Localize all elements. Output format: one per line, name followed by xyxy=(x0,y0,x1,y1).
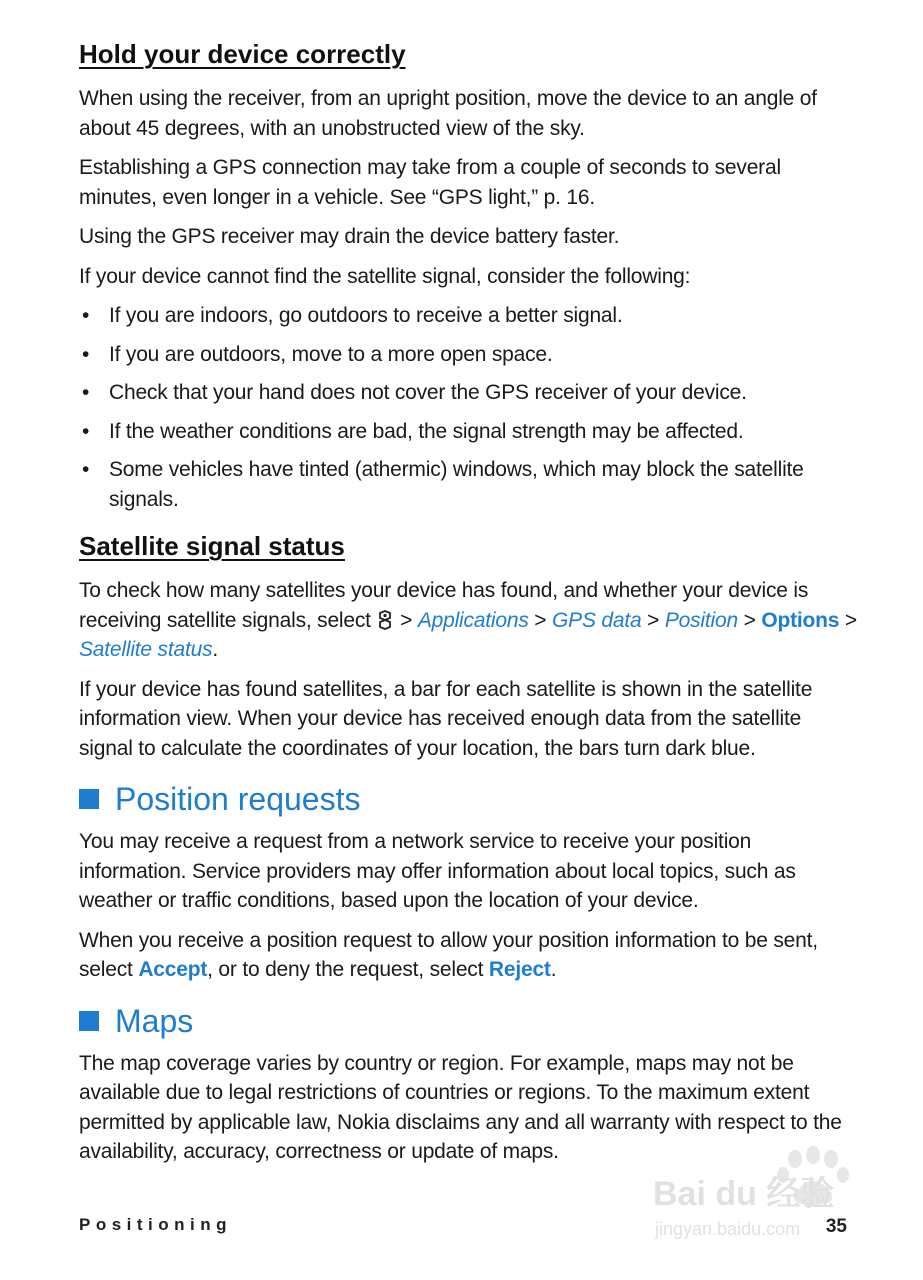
list-item xyxy=(79,417,859,447)
satellite-text-start: To check how many satellites your device has found, and whether your device is receiving satellite signals, select xyxy=(79,579,809,632)
position-requests-title: Position requests xyxy=(115,781,361,817)
section-square-icon xyxy=(79,1011,99,1031)
position-requests-paragraph-2 xyxy=(79,926,859,985)
document-page xyxy=(79,36,859,1177)
satellite-status-link[interactable]: Satellite status xyxy=(79,638,213,661)
list-item-text: If you are indoors, go outdoors to receive a better signal. xyxy=(109,304,623,327)
list-item xyxy=(79,378,859,408)
maps-paragraph-1: The map coverage varies by country or region. For example, maps may not be available due to legal restrictions of countries or regions. To the maximum extent permitted by applicable law, Nokia disclaims any and all warranty with respect to the availability, accuracy, correctness or update of maps. xyxy=(79,1051,842,1163)
footer-section-name: Positioning xyxy=(79,1215,233,1234)
list-item xyxy=(79,455,859,514)
satellite-status-heading: Satellite signal status xyxy=(79,531,345,561)
list-item-text: If the weather conditions are bad, the signal strength may be affected. xyxy=(109,419,744,443)
options-link[interactable]: Options xyxy=(761,608,840,632)
bullet-icon: • xyxy=(82,304,90,327)
section-square-icon xyxy=(79,789,99,809)
gps-data-link[interactable]: GPS data xyxy=(552,608,642,632)
page-number: 35 xyxy=(825,1216,847,1237)
list-item-text: Some vehicles have tinted (athermic) windows, which may block the satellite signals. xyxy=(109,458,804,511)
hold-paragraph-3: Using the GPS receiver may drain the device battery faster. xyxy=(79,225,620,248)
path-separator: > xyxy=(844,608,857,632)
accept-link[interactable]: Accept xyxy=(138,958,208,981)
maps-title: Maps xyxy=(115,1002,194,1039)
list-item-text: If you are outdoors, move to a more open space. xyxy=(109,342,553,366)
menu-key-icon xyxy=(376,610,394,630)
applications-link[interactable]: Applications xyxy=(417,608,529,632)
position-requests-text-end: . xyxy=(550,958,557,981)
bullet-icon: • xyxy=(82,458,90,481)
list-item-text: Check that your hand does not cover the GPS receiver of your device. xyxy=(109,381,747,404)
satellite-paragraph-2: If your device has found satellites, a bar for each satellite is shown in the satellite information view. When your device has received enough data from the satellite signal to calculate the coordinates of your location, the bars turn dark blue. xyxy=(79,677,813,760)
position-requests-text-start: When you receive a position request to allow your position information to be sent, select xyxy=(79,928,818,981)
position-link[interactable]: Position xyxy=(664,608,738,632)
hold-paragraph-4: If your device cannot find the satellite signal, consider the following: xyxy=(79,264,691,288)
path-separator: > xyxy=(743,608,756,632)
position-requests-section-heading xyxy=(79,779,859,819)
bullet-icon: • xyxy=(82,381,90,404)
hold-device-heading: Hold your device correctly xyxy=(79,39,406,69)
tips-list xyxy=(79,301,859,514)
path-separator: > xyxy=(647,608,660,632)
position-requests-paragraph-1: You may receive a request from a network service to receive your position information. Service providers may offer information about local topics, such as weather or traffic conditions, based upon the location of your device. xyxy=(79,830,796,912)
list-item xyxy=(79,301,859,331)
watermark-brand: Bai du 经验 xyxy=(653,1175,835,1213)
hold-paragraph-2: Establishing a GPS connection may take from a couple of seconds to several minutes, even longer in a vehicle. See “GPS light,” p. 16. xyxy=(79,156,781,209)
watermark-url: jingyan.baidu.com xyxy=(655,1219,801,1239)
reject-link[interactable]: Reject xyxy=(488,958,551,981)
list-item xyxy=(79,340,859,370)
bullet-icon: • xyxy=(82,419,90,443)
position-requests-text-mid: , or to deny the request, select xyxy=(207,958,484,981)
bullet-icon: • xyxy=(82,342,90,366)
path-separator: > xyxy=(400,608,413,632)
satellite-text-end: . xyxy=(212,638,219,661)
hold-paragraph-1: When using the receiver, from an upright position, move the device to an angle of about 45 degrees, with an unobstructed view of the sky. xyxy=(79,87,817,140)
maps-section-heading xyxy=(79,1001,859,1041)
satellite-paragraph-1 xyxy=(79,576,859,665)
path-separator: > xyxy=(534,608,547,632)
